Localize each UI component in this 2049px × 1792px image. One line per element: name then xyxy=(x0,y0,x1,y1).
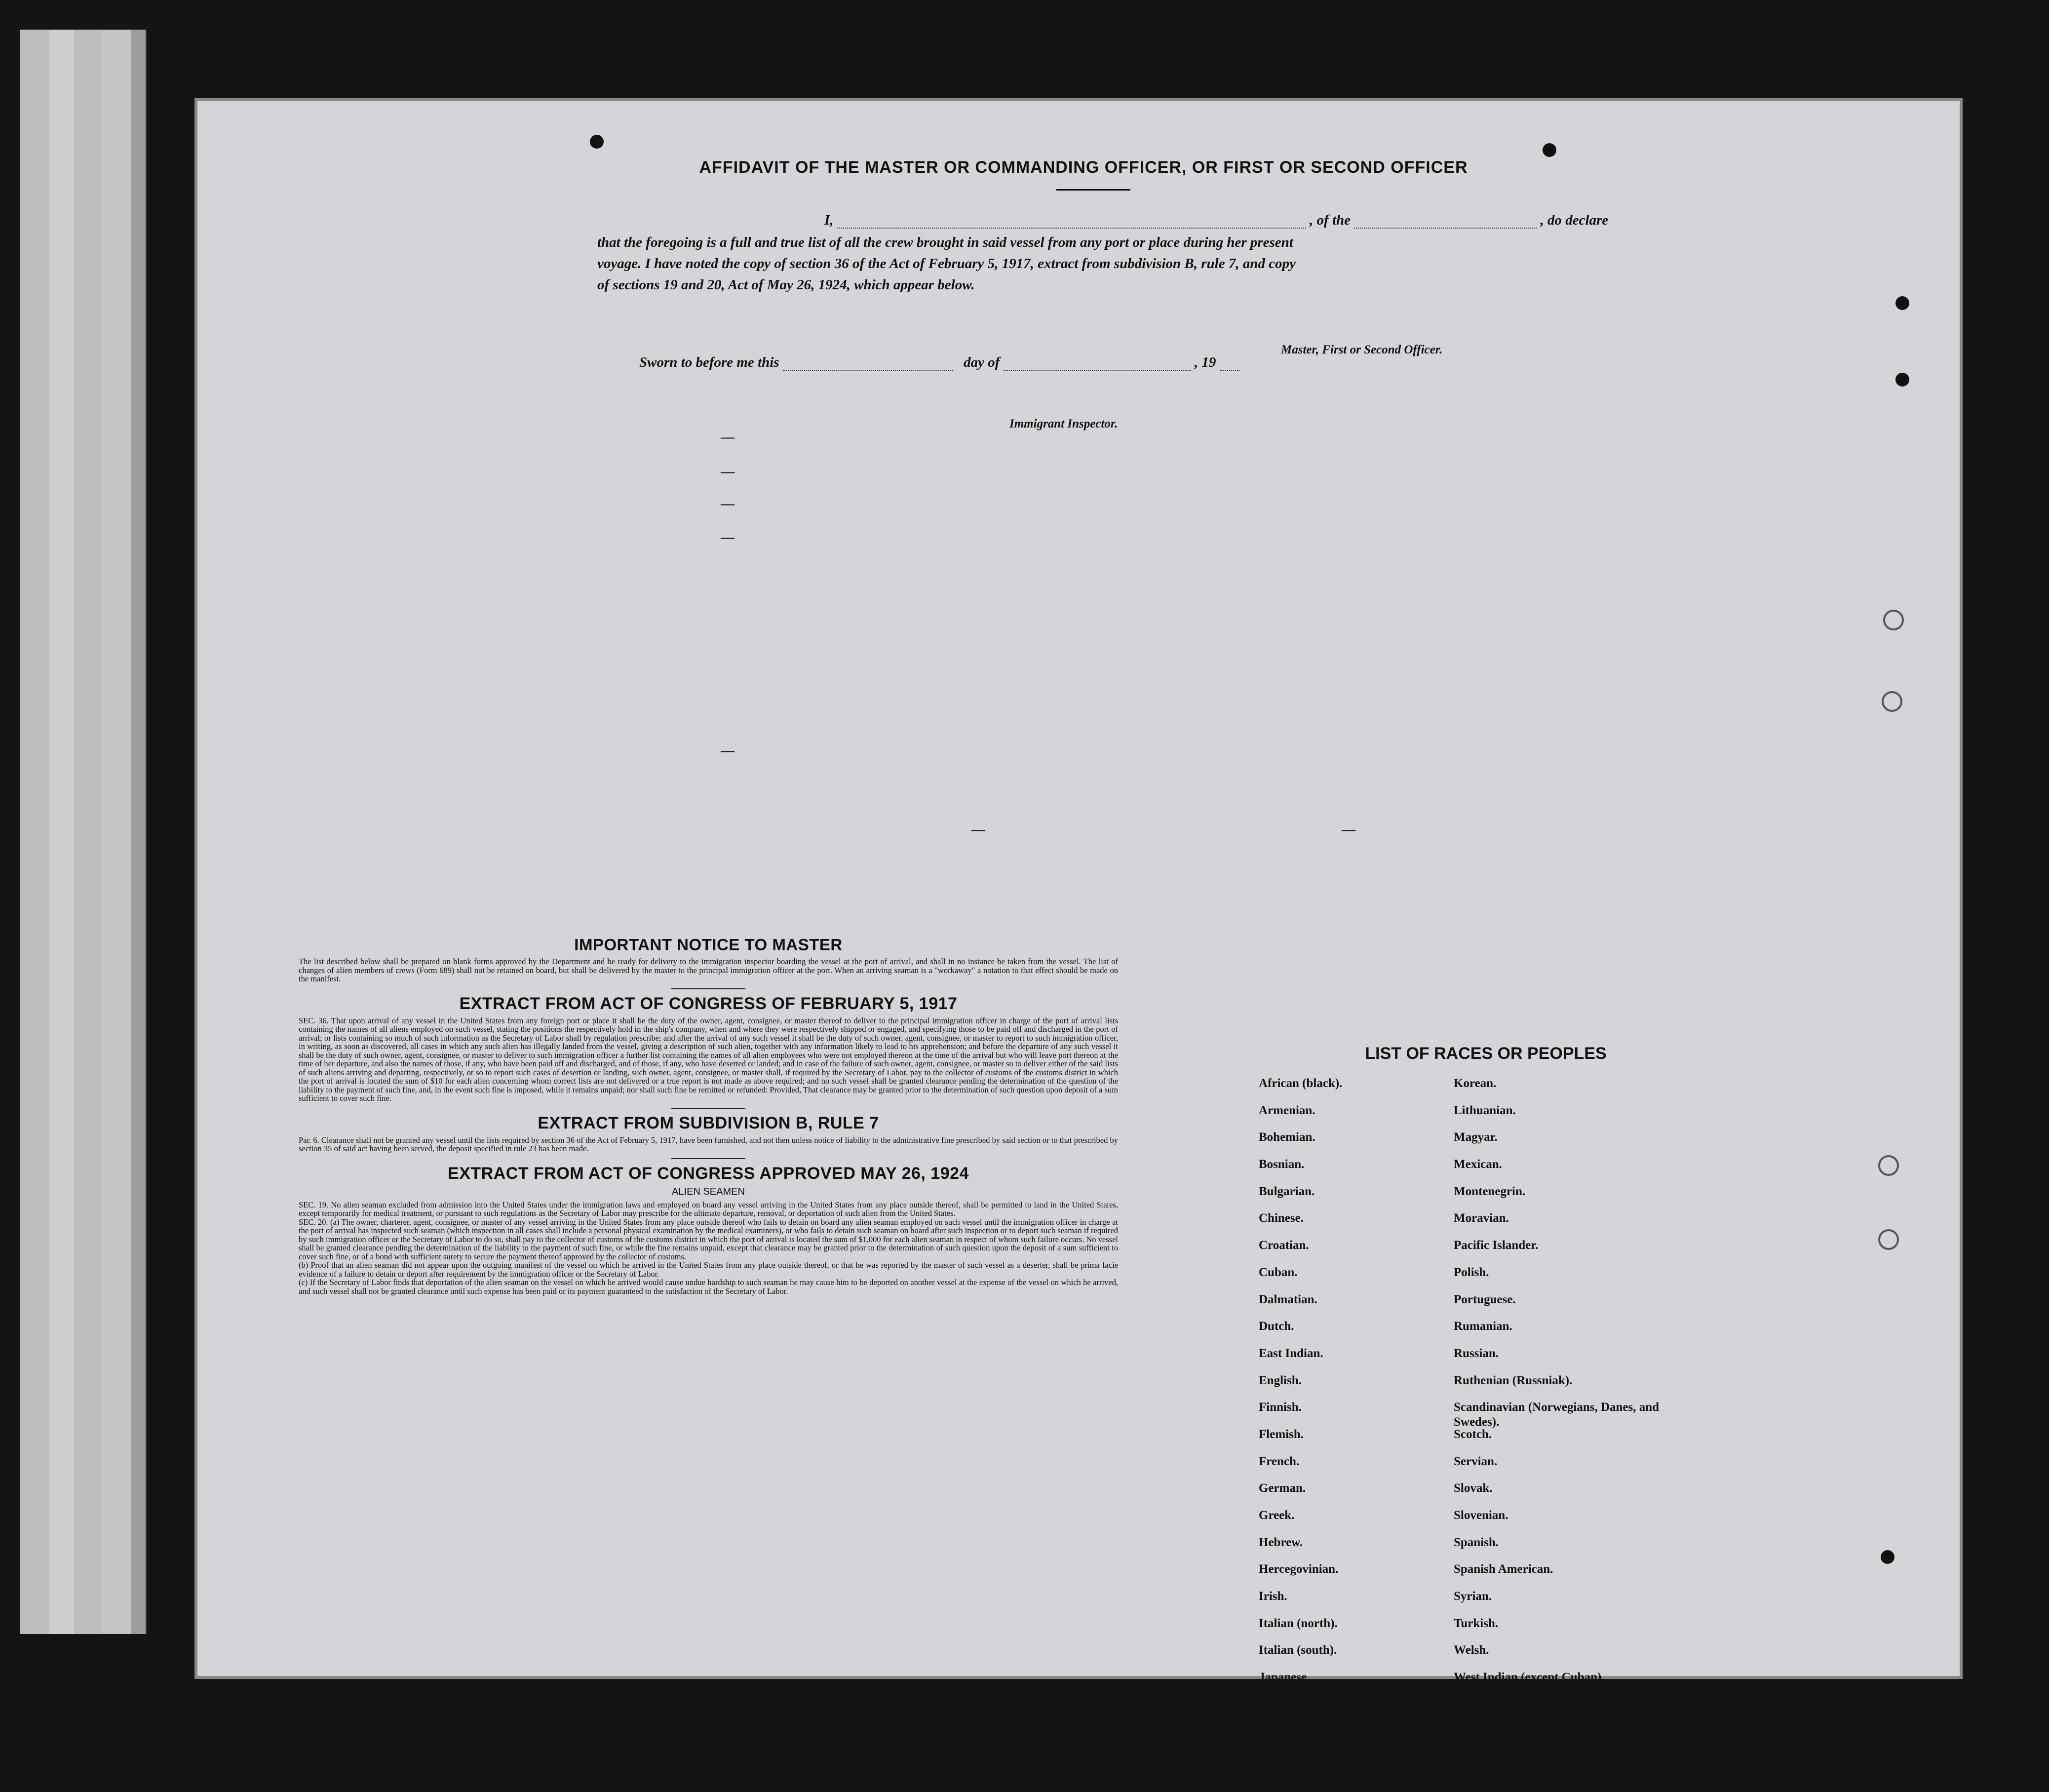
race-item: Mexican. xyxy=(1454,1158,1502,1171)
punch-hole xyxy=(1883,610,1904,630)
race-item: Scandinavian (Norwegians, Danes, and Swedes). xyxy=(1454,1401,1660,1429)
race-item: Dalmatian. xyxy=(1259,1292,1317,1306)
rule7-title: EXTRACT FROM SUBDIVISION B, RULE 7 xyxy=(538,1113,879,1132)
race-item: Armenian. xyxy=(1259,1103,1315,1117)
race-item: Finnish. xyxy=(1259,1401,1302,1414)
title-rule xyxy=(1056,189,1130,191)
race-item: Spanish. xyxy=(1454,1535,1499,1549)
races-column-1 xyxy=(1259,1076,1407,1697)
race-item: German. xyxy=(1259,1481,1306,1495)
declarant-name-field[interactable] xyxy=(837,228,1306,229)
race-item: Montenegrin. xyxy=(1454,1184,1526,1198)
document-page xyxy=(197,101,1960,1684)
race-item: West Indian (except Cuban). xyxy=(1454,1671,1605,1684)
affidavit-line-4: of sections 19 and 20, Act of May 26, 1924, which appear below. xyxy=(597,277,975,293)
punch-hole xyxy=(1878,1155,1899,1176)
race-item: Croatian. xyxy=(1259,1239,1309,1252)
sworn-label: Sworn to before me this xyxy=(639,354,779,370)
sworn-line xyxy=(639,354,1239,371)
punch-hole xyxy=(1881,1550,1894,1564)
dash-mark: — xyxy=(971,822,985,837)
extract-1917-title: EXTRACT FROM ACT OF CONGRESS OF FEBRUARY 5, 1917 xyxy=(459,994,958,1013)
race-item: Syrian. xyxy=(1454,1590,1492,1603)
race-item: Slovak. xyxy=(1454,1481,1493,1495)
dash-mark: — xyxy=(721,530,735,545)
race-item: East Indian. xyxy=(1259,1346,1323,1360)
race-item: Welsh. xyxy=(1454,1643,1489,1657)
notice-title: IMPORTANT NOTICE TO MASTER xyxy=(574,935,843,954)
race-item: Bohemian. xyxy=(1259,1130,1315,1144)
rule7-body: Par. 6. Clearance shall not be granted any vessel until the lists required by section 36 of the Act of February 5, 1917, have been furnished, and not then unless notice of liability to the administrative fine prescribed by said section or to that prescribed by section 35 of said act having been served, the deposit specified in rule 23 has been made. xyxy=(299,1135,1118,1153)
stacked-page-edges xyxy=(0,30,158,1634)
affidavit-body xyxy=(597,212,1609,306)
extract-1924-sec20c: (c) If the Secretary of Labor finds that deportation of the alien seaman on the vessel on which he arrived would cause undue hardship to such seaman he may cause him to be deported on another vessel at the expense of the vessel on which he arrived, and such vessel shall not be granted clearance until such expense has been paid or its payment guaranteed to the satisfaction of the Secretary of Labor. xyxy=(299,1278,1118,1296)
race-item: Greek. xyxy=(1259,1509,1295,1522)
year-label: , 19 xyxy=(1194,354,1216,370)
sworn-day-field[interactable] xyxy=(783,370,953,371)
punch-hole xyxy=(1543,143,1556,157)
race-item: English. xyxy=(1259,1373,1302,1387)
punch-hole xyxy=(1878,1229,1899,1250)
race-item: Spanish American. xyxy=(1454,1562,1553,1576)
race-item: French. xyxy=(1259,1454,1300,1468)
race-item: Portuguese. xyxy=(1454,1292,1516,1306)
affidavit-line-3: voyage. I have noted the copy of section 36 of the Act of February 5, 1917, extract from subdivision B, rule 7, and copy xyxy=(597,256,1296,272)
race-item: Ruthenian (Russniak). xyxy=(1454,1373,1573,1387)
vessel-name-field[interactable] xyxy=(1354,228,1537,229)
race-item: Italian (north). xyxy=(1259,1616,1338,1630)
race-item: Cuban. xyxy=(1259,1265,1298,1279)
race-item: Moravian. xyxy=(1454,1211,1509,1225)
race-item: Lithuanian. xyxy=(1454,1103,1516,1117)
race-item: Japanese. xyxy=(1259,1671,1310,1684)
divider xyxy=(671,1108,745,1109)
declare-label: , do declare xyxy=(1540,212,1609,228)
race-item: Bulgarian. xyxy=(1259,1184,1315,1198)
sworn-month-field[interactable] xyxy=(1004,370,1191,371)
divider xyxy=(671,1158,745,1159)
inspector-signature-label: Immigrant Inspector. xyxy=(1009,417,1118,430)
race-item: Russian. xyxy=(1454,1346,1499,1360)
extract-1924-sec20b: (b) Proof that an alien seaman did not appear upon the outgoing manifest of the vessel on which he arrived in the United States from any place outside thereof, or that he was reported by the master of such vessel as a deserter, shall be prima facie evidence of a failure to detain or deport after requirement by the immigration officer or the Secretary of Labor. xyxy=(299,1260,1118,1279)
day-of-label: day of xyxy=(964,354,1000,370)
dash-mark: — xyxy=(721,429,735,445)
declarant-label: I, xyxy=(824,212,834,228)
extract-1924-sec19: SEC. 19. No alien seaman excluded from admission into the United States under the immigration laws and employed on board any vessel arriving in the United States from any place outside thereof, shall be permitted to land in the United States, except temporarily for medical treatment, or pursuant to such regulations as the Secretary of Labor may prescribe for the ultimate departure, removal, or deportation of such alien from the United States. xyxy=(299,1200,1118,1218)
dash-mark: — xyxy=(721,743,735,758)
extract-1924-sec20a: SEC. 20. (a) The owner, charterer, agent, consignee, or master of any vessel arriving in the United States from any place outside thereof who fails to detain on board any alien seaman employed on such vessel until the immigration officer in charge at the port of arrival has inspected such seaman (which inspection in all cases shall include a personal physical examination by the medical examiners), or who fails to detain such seaman on board after such inspection or to deport such seaman if required by such immigration officer or the Secretary of Labor to do so, shall pay to the collector of customs of the customs district in which the port of arrival is located the sum of $1,000 for each alien seaman in respect of whom such failure occurs. No vessel shall be granted clearance pending the determination of the liability to the payment of such fine, or while the fine remains unpaid, except that clearance may be granted prior to the determination of such question upon the deposit of a sum sufficient to cover such fine, or of a bond with sufficient surety to secure the payment thereof approved by the collector of customs. xyxy=(299,1217,1118,1261)
races-column-2 xyxy=(1454,1076,1661,1697)
races-title: LIST OF RACES OR PEOPLES xyxy=(1365,1044,1607,1063)
race-item: Chinese. xyxy=(1259,1211,1304,1225)
master-signature-label: Master, First or Second Officer. xyxy=(1281,343,1443,356)
divider xyxy=(671,988,745,989)
race-item: Italian (south). xyxy=(1259,1643,1337,1657)
extract-1924-subtitle: ALIEN SEAMEN xyxy=(672,1186,745,1197)
race-item: Bosnian. xyxy=(1259,1158,1305,1171)
notice-body: The list described below shall be prepared on blank forms approved by the Department and be ready for delivery to the immigration inspector boarding the vessel at the port of arrival, and shall in no instance be taken from the vessel. The list of changes of alien members of crews (Form 689) shall not be retained on board, but shall be delivered by the master to the principal immigration officer at the port. When an arriving seaman is a "workaway" a notation to that effect should be made on the manifest. xyxy=(299,957,1118,983)
extract-1924-title: EXTRACT FROM ACT OF CONGRESS APPROVED MAY 26, 1924 xyxy=(448,1164,969,1183)
punch-hole xyxy=(590,135,604,149)
race-item: Servian. xyxy=(1454,1454,1498,1468)
race-item: Dutch. xyxy=(1259,1320,1294,1333)
race-item: Hercegovinian. xyxy=(1259,1562,1339,1576)
dash-mark: — xyxy=(721,464,735,479)
race-item: Scotch. xyxy=(1454,1427,1492,1441)
affidavit-title: AFFIDAVIT OF THE MASTER OR COMMANDING OFFICER, OR FIRST OR SECOND OFFICER xyxy=(699,158,1468,177)
race-item: Korean. xyxy=(1454,1077,1497,1090)
notice-section xyxy=(299,935,1118,1295)
race-item: Rumanian. xyxy=(1454,1320,1512,1333)
race-item: African (black). xyxy=(1259,1077,1343,1090)
race-item: Polish. xyxy=(1454,1265,1489,1279)
dash-mark: — xyxy=(1342,822,1355,837)
extract-1917-body: SEC. 36. That upon arrival of any vessel in the United States from any foreign port or place it shall be the duty of the owner, agent, consignee, or master thereof to deliver to the principal immigration officer in charge of the port of arrival lists containing the names of all aliens employed on such vessel, stating the positions the respectively hold in the ship's company, when and where they were respectively shipped or engaged, and specifying those to be paid off and discharged in the port of arrival; or lists containing so much of such information as the Secretary of Labor shall by regulation prescribe; and after the arrival of any such vessel it shall be the duty of such owner, agent, consignee, or master to report to such immigration officer, in writing, as soon as discovered, all cases in which any such alien has illegally landed from the vessel, giving a description of such alien, together with any information likely to lead to his apprehension; and before the departure of any such vessel it shall be the duty of such owner, agent, consignee, or master to deliver to such immigration officer a further list containing the names of all alien employees who were not employed thereon at the time of the arrival but who will leave port thereon at the time of her departure, and also the names of those, if any, who have been paid off and discharged, and of those, if any, who have deserted or landed; and in case of the failure of such owner, agent, consignee, or master so to deliver either of the said lists of such aliens arriving and departing, respectively, or so to report such cases of desertion or landing, such owner, agent, consignee, or master shall, if required by the Secretary of Labor, pay to the collector of customs of the customs district in which the port of arrival is located the sum of $10 for each alien concerning whom correct lists are not delivered or a true report is not made as above required; and no such vessel shall be granted clearance pending the determination of the question of the liability to the payment of such fine, and, in the event such fine is imposed, while it remains unpaid; nor shall such fine be remitted or refunded: Provided, That clearance may be granted prior to the determination of such question upon deposit of a sum sufficient to cover such fine. xyxy=(299,1015,1118,1103)
punch-hole xyxy=(1895,373,1909,387)
race-item: Magyar. xyxy=(1454,1130,1498,1144)
race-item: Pacific Islander. xyxy=(1454,1239,1539,1252)
punch-hole xyxy=(1895,296,1909,310)
race-item: Turkish. xyxy=(1454,1616,1499,1630)
race-item: Hebrew. xyxy=(1259,1535,1303,1549)
affidavit-line-2: that the foregoing is a full and true list of all the crew brought in said vessel from any port or place during her present xyxy=(597,234,1293,250)
punch-hole xyxy=(1882,691,1902,712)
sworn-year-field[interactable] xyxy=(1220,370,1239,371)
race-item: Irish. xyxy=(1259,1590,1287,1603)
race-item: Slovenian. xyxy=(1454,1509,1508,1522)
race-item: Flemish. xyxy=(1259,1427,1304,1441)
dash-mark: — xyxy=(721,496,735,511)
vessel-label: , of the xyxy=(1310,212,1351,228)
